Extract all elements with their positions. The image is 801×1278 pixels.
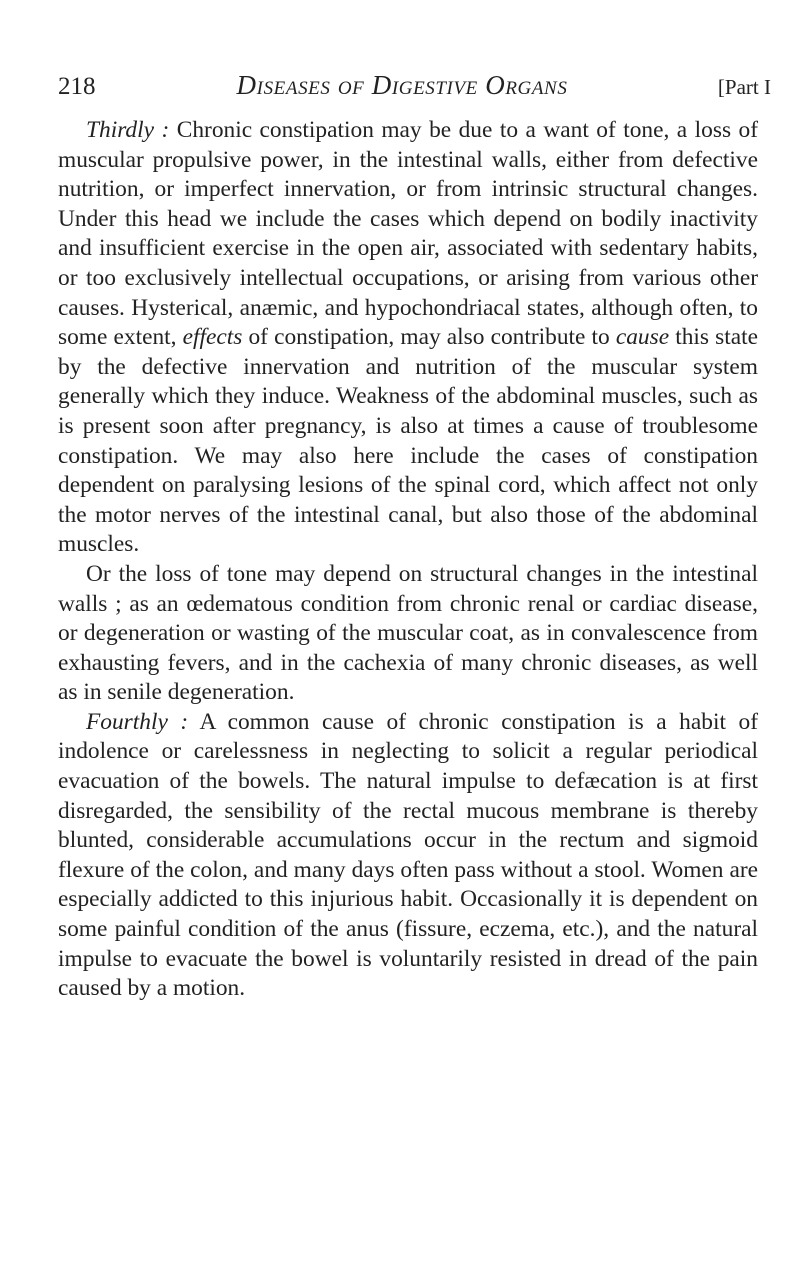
body-text — [58, 116, 758, 1004]
paragraph-text: Or the loss of tone may depend on structural changes in the intestinal walls ; as an œdematous condition from chronic renal or cardiac disease, or degeneration or wasting of the muscular coat, as in convalescence from exhausting fevers, and in the cachexia of many chronic diseases, as well as in senile degeneration. — [58, 560, 758, 706]
paragraph-text: of constipation, may also contribute to — [242, 324, 616, 351]
italic-effects: effects — [182, 324, 243, 351]
paragraph-structural-changes — [58, 560, 758, 708]
page-number: 218 — [58, 73, 96, 100]
paragraph-text: Chronic constipation may be due to a want of tone, a loss of muscular propulsive power, in the intestinal walls, either from defective nutrition, or imperfect innervation, or from intrinsic structural changes. Under this head we include the cases which depend on bodily inactivity and insufficient exercise in the open air, associated with sedentary habits, or too exclusively intellectual occupations, or arising from various other causes. Hysterical, anæmic, and hypochondriacal states, although often, to some extent, — [58, 117, 758, 351]
paragraph-text: this state by the defective innervation and nutrition of the muscular system generally which they induce. Weakness of the abdominal muscles, such as is present soon after pregnancy, is also at times a cause of troublesome constipation. We may also here include the cases of constipation dependent on paralysing lesions of the spinal cord, which affect not only the motor nerves of the intestinal canal, but also those of the abdominal muscles. — [58, 324, 758, 558]
part-label: [Part I — [717, 75, 771, 99]
paragraph-lead-thirdly: Thirdly : — [86, 117, 170, 143]
paragraph-lead-fourthly: Fourthly : — [86, 708, 189, 735]
paragraph-text: A common cause of chronic constipation is a habit of indolence or carelessness in neglecting to solicit a regular periodical evacuation of the bowels. The natural impulse to defæcation is at first disregarded, the sensibility of the rectal mucous membrane is thereby blunted, considerable accumulations occur in the rectum and sigmoid flexure of the colon, and many days often pass without a stool. Women are especially addicted to this injurious habit. Occasionally it is dependent on some painful condition of the anus (fissure, eczema, etc.), and the natural impulse to evacuate the bowel is voluntarily resisted in dread of the pain caused by a motion. — [58, 708, 758, 1002]
paragraph-thirdly — [58, 116, 758, 560]
paragraph-fourthly — [58, 708, 758, 1004]
italic-cause: cause — [615, 324, 670, 351]
running-title: Diseases of Digestive Organs — [236, 70, 568, 100]
running-head — [58, 70, 771, 106]
